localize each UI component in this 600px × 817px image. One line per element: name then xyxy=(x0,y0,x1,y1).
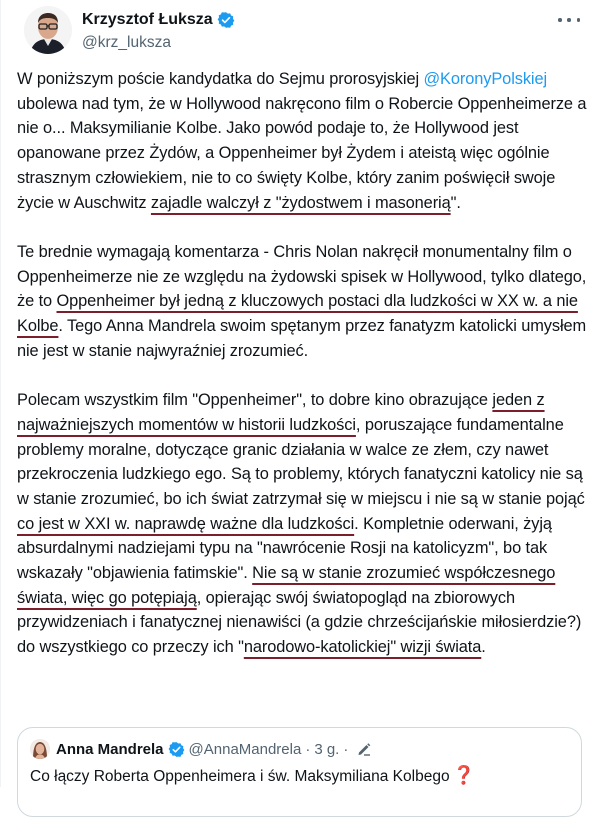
post-text xyxy=(17,67,592,685)
post-header xyxy=(24,6,600,56)
author-handle[interactable]: @krz_luksza xyxy=(82,34,171,51)
quoted-post-card[interactable] xyxy=(17,727,582,817)
post-paragraph xyxy=(17,388,592,660)
text-segment: Polecam wszystkim film "Oppenheimer", to dobre kino obrazujące xyxy=(17,391,493,410)
quoted-post-text xyxy=(30,765,475,786)
pencil-edit-icon[interactable] xyxy=(356,741,372,757)
separator-dot: · xyxy=(343,740,349,758)
more-options-button[interactable] xyxy=(558,16,580,24)
text-segment: , opierając swój światopogląd na zbiorowych przywidzeniach i fanatycznej nienawiści (a gdzie chrześcijańskie miłosierdzie?) do wszystkiego co przeczy ich " xyxy=(17,588,582,657)
quoted-author-avatar[interactable] xyxy=(30,739,50,759)
underlined-text: jeden z najważniejszych momentów w historii ludzkości xyxy=(17,391,545,434)
timeline-border xyxy=(0,0,1,787)
verified-badge-icon xyxy=(217,11,235,29)
more-dot-icon xyxy=(558,18,562,22)
text-segment: Te brednie wymagają komentarza - Chris Nolan nakręcił monumentalny film o Oppenheimerze nie ze względu na żydowski spisek w Hollywood, tylko dlatego, że to xyxy=(17,242,587,311)
quoted-author-handle[interactable]: @AnnaMandrela xyxy=(188,740,302,758)
post-paragraph xyxy=(17,67,592,215)
text-segment: , poruszające fundamentalne problemy moralne, dotyczące granic działania w walce ze złem, czy nawet przekroczenia ludzkiego ego. Są to problemy, których fanatyczni katolicy nie są w stanie zrozumieć, bo ich świat zatrzymał się w miejscu i nie są w stanie pojąć xyxy=(17,415,585,508)
underlined-text: co jest w XXI w. naprawdę ważne dla ludzkości xyxy=(17,514,355,533)
person-avatar-icon xyxy=(24,6,72,54)
text-segment: . Kompletnie oderwani, żyją absurdalnymi nadziejami typu na "nawrócenie Rosji na katolicyzm", bo tak wskazały "objawienia fatimskie". xyxy=(17,514,552,583)
text-segment: W poniższym poście kandydatka do Sejmu prorosyjskiej xyxy=(17,70,424,88)
text-segment: . Tego Anna Mandrela swoim spętanym przez fanatyzm katolicki umysłem nie jest w stanie najwyraźniej zrozumieć. xyxy=(17,317,587,360)
quoted-post-time[interactable]: 3 g. xyxy=(314,740,340,758)
quoted-post-text-content: Co łączy Roberta Oppenheimera i św. Maksymiliana Kolbego xyxy=(30,768,450,785)
more-dot-icon xyxy=(577,18,581,22)
post-paragraph xyxy=(17,240,592,364)
verified-badge-icon xyxy=(168,741,185,758)
underlined-text: Oppenheimer był jedną z kluczowych postaci dla ludzkości w XX w. a nie Kolbe xyxy=(17,292,578,336)
text-segment: ". xyxy=(450,193,461,212)
separator-dot: · xyxy=(305,740,311,758)
author-name-row xyxy=(82,11,235,29)
text-segment: . xyxy=(481,638,486,657)
quoted-author-name[interactable]: Anna Mandrela xyxy=(56,740,164,758)
person-avatar-icon xyxy=(30,739,50,759)
question-mark-emoji-icon: ❓ xyxy=(452,765,475,785)
text-segment: ubolewa nad tym, że w Hollywood nakręcono film o Robercie Oppenheimerze a nie o... Maksymilianie Kolbe. Jako powód podaje to, że Hollywood jest opanowane przez Żydów, a Oppenheimer był Żydem i ateistą więc ogólnie strasznym człowiekiem, nie to co święty Kolbe, który zanim poświęcił swoje życie w Auschwitz xyxy=(17,94,587,212)
author-name[interactable]: Krzysztof Łuksza xyxy=(82,11,213,28)
underlined-text: zajadle walczył z "żydostwem i masonerią xyxy=(150,193,451,212)
more-dot-icon xyxy=(567,18,571,22)
underlined-text: narodowo-katolickiej" wizji świata xyxy=(243,638,482,657)
quoted-post-header xyxy=(30,739,372,759)
underlined-text: Nie są w stanie zrozumieć współczesnego świata, więc go potępiają xyxy=(17,564,556,607)
author-avatar[interactable] xyxy=(24,6,72,54)
mention-link[interactable]: @KoronyPolskiej xyxy=(423,70,548,88)
